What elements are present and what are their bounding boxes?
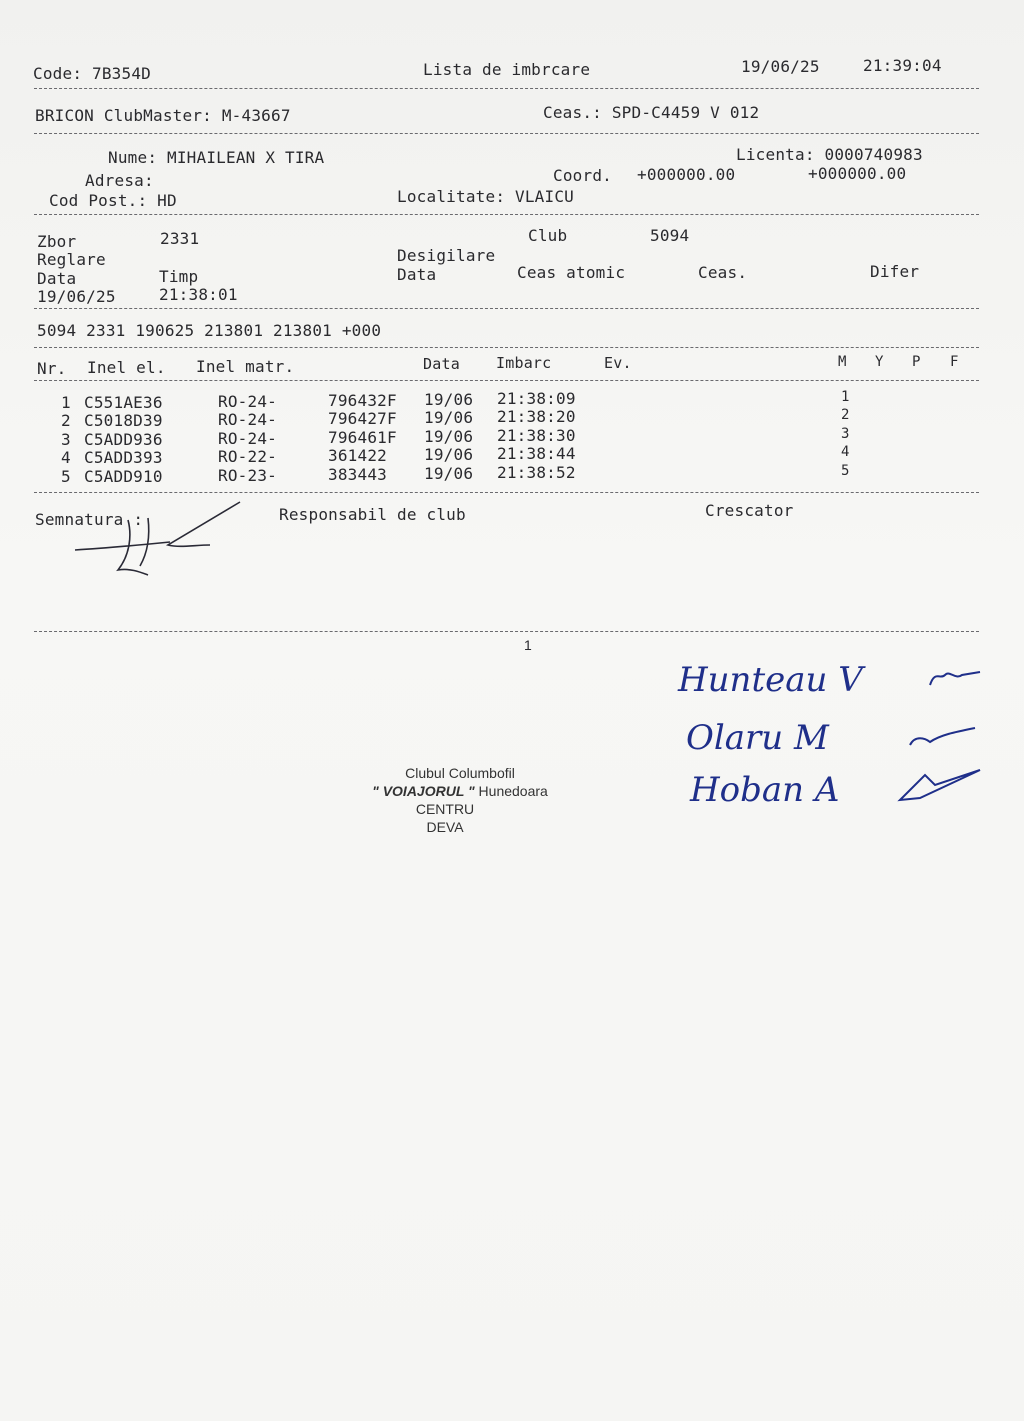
- club-number: 5094: [650, 226, 690, 245]
- row-m: 3: [841, 426, 850, 442]
- handwritten-name-2: Olaru M: [686, 718, 829, 758]
- row-time: 21:38:09: [497, 389, 576, 408]
- row-m: 4: [841, 444, 850, 460]
- address-label: Adresa:: [85, 171, 154, 190]
- stamp-club-name: " VOIAJORUL ": [372, 783, 475, 799]
- postal-code: Cod Post.: HD: [49, 191, 177, 210]
- row-nr: 1: [61, 393, 71, 412]
- stamp-line-1: Clubul Columbofil: [405, 765, 515, 781]
- owner-name: Nume: MIHAILEAN X TIRA: [108, 148, 325, 167]
- col-f: F: [950, 354, 959, 370]
- page-number: 1: [524, 637, 532, 653]
- row-inel-el: C551AE36: [84, 393, 163, 412]
- row-m: 5: [841, 463, 850, 479]
- breeder-label: Crescator: [705, 501, 794, 520]
- col-data: Data: [423, 355, 460, 373]
- table-row: [0, 465, 1024, 484]
- row-prefix: RO-24-: [218, 429, 277, 448]
- clubmaster-text: BRICON ClubMaster: M-43667: [35, 106, 291, 125]
- code-text: Code: 7B354D: [33, 64, 151, 83]
- license-text: Licenta: 0000740983: [736, 145, 923, 164]
- col-inel-el: Inel el.: [87, 358, 166, 377]
- separator: [34, 492, 979, 493]
- row-prefix: RO-24-: [218, 392, 277, 411]
- desigilare-label: Desigilare: [397, 246, 496, 265]
- reglare-date: 19/06/25: [37, 287, 116, 306]
- col-inel-matr: Inel matr.: [196, 357, 295, 376]
- separator: [34, 88, 979, 89]
- coord-value-1: +000000.00: [637, 165, 736, 184]
- col-p: P: [912, 354, 921, 370]
- row-date: 19/06: [424, 390, 474, 409]
- stamp-city: Hunedoara: [474, 783, 548, 799]
- time-label: Timp: [159, 267, 199, 286]
- club-label: Club: [528, 226, 568, 245]
- ceas-text: Ceas.: SPD-C4459 V 012: [543, 103, 760, 122]
- club-responsible-label: Responsabil de club: [279, 505, 466, 524]
- flight-code-line: 5094 2331 190625 213801 213801 +000: [37, 321, 382, 340]
- coord-value-2: +000000.00: [808, 164, 907, 183]
- col-nr: Nr.: [37, 359, 67, 378]
- row-prefix: RO-23-: [218, 466, 277, 485]
- clock-label: Ceas.: [698, 263, 748, 282]
- separator: [34, 347, 979, 348]
- row-nr: 4: [61, 448, 71, 467]
- stamp-line-2: [350, 783, 570, 799]
- row-date: 19/06: [424, 427, 474, 446]
- row-inel-el: C5ADD936: [84, 430, 163, 449]
- row-inel-el: C5ADD393: [84, 448, 163, 467]
- handwritten-name-3: Hoban A: [690, 770, 840, 810]
- row-inel-matr: 796427F: [328, 409, 397, 428]
- flight-label: Zbor: [37, 232, 77, 251]
- row-inel-matr: 796461F: [328, 428, 397, 447]
- row-time: 21:38:30: [497, 426, 576, 445]
- row-m: 2: [841, 407, 850, 423]
- reglare-label: Reglare: [37, 250, 106, 269]
- header-time: 21:39:04: [863, 56, 942, 75]
- row-inel-el: C5018D39: [84, 411, 163, 430]
- row-prefix: RO-22-: [218, 447, 277, 466]
- row-date: 19/06: [424, 464, 474, 483]
- separator: [34, 214, 979, 215]
- row-time: 21:38:44: [497, 444, 576, 463]
- flight-number: 2331: [160, 229, 200, 248]
- col-imbarc: Imbarc: [496, 354, 552, 372]
- row-time: 21:38:52: [497, 463, 576, 482]
- coord-label: Coord.: [553, 166, 612, 185]
- header-date: 19/06/25: [741, 57, 820, 76]
- separator: [34, 380, 979, 381]
- handwritten-initials: [880, 650, 1000, 820]
- separator: [34, 133, 979, 134]
- row-date: 19/06: [424, 445, 474, 464]
- difference-label: Difer: [870, 262, 920, 281]
- row-prefix: RO-24-: [218, 410, 277, 429]
- handwritten-name-1: Hunteau V: [678, 660, 863, 700]
- stamp-line-4: DEVA: [426, 819, 464, 835]
- col-ev: Ev.: [604, 354, 632, 372]
- row-date: 19/06: [424, 408, 474, 427]
- row-nr: 5: [61, 467, 71, 486]
- row-inel-el: C5ADD910: [84, 467, 163, 486]
- row-inel-matr: 796432F: [328, 391, 397, 410]
- separator: [34, 631, 979, 632]
- row-m: 1: [841, 389, 850, 405]
- row-inel-matr: 361422: [328, 446, 387, 465]
- signature-label: Semnatura :: [35, 510, 144, 529]
- col-y: Y: [875, 354, 884, 370]
- row-inel-matr: 383443: [328, 465, 387, 484]
- atomic-clock-label: Ceas atomic: [517, 263, 626, 282]
- document-title: Lista de imbrcare: [423, 60, 591, 79]
- row-time: 21:38:20: [497, 407, 576, 426]
- data-label-2: Data: [397, 265, 437, 284]
- stamp-line-3: CENTRU: [415, 801, 475, 817]
- signature-scribble: [70, 500, 250, 580]
- locality: Localitate: VLAICU: [397, 187, 574, 206]
- data-label: Data: [37, 269, 77, 288]
- row-nr: 2: [61, 411, 71, 430]
- row-nr: 3: [61, 430, 71, 449]
- separator: [34, 308, 979, 309]
- reglare-time: 21:38:01: [159, 285, 238, 304]
- col-m: M: [838, 354, 847, 370]
